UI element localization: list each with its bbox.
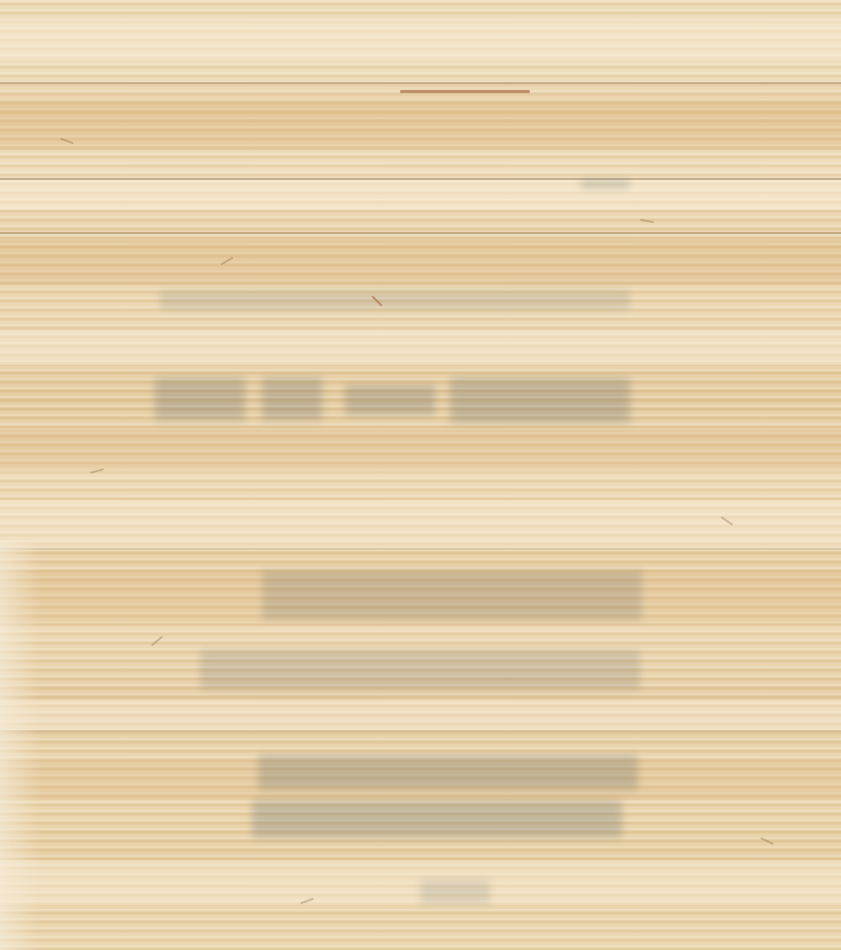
strip-seam — [0, 232, 841, 234]
fibre-fleck — [721, 516, 734, 526]
ghost-mark — [450, 378, 630, 423]
fibre-band — [0, 500, 841, 550]
fibre-fleck — [640, 219, 654, 223]
fibre-fleck — [300, 898, 314, 905]
fibre-fleck — [151, 636, 163, 647]
ghost-mark — [580, 180, 630, 188]
strip-seam — [0, 178, 841, 180]
ghost-mark — [155, 378, 245, 420]
fibre-band — [0, 700, 841, 730]
strip-seam — [0, 730, 841, 732]
ghost-mark — [160, 290, 630, 310]
ghost-mark — [420, 880, 490, 904]
fibre-fleck — [90, 468, 104, 474]
ghost-mark — [262, 570, 642, 620]
ghost-mark — [345, 385, 435, 415]
ghost-mark — [258, 755, 638, 790]
fibre-fleck — [760, 837, 774, 845]
ghost-mark — [262, 378, 322, 420]
ghost-mark — [252, 800, 622, 838]
fibre-band — [0, 240, 841, 285]
fibre-band — [0, 180, 841, 210]
fibre-fleck — [220, 257, 233, 266]
ghost-mark — [200, 650, 640, 690]
fibre-band — [0, 430, 841, 470]
fibre-band — [0, 330, 841, 365]
strip-seam — [0, 548, 841, 550]
tear-mark — [400, 90, 530, 93]
strip-seam — [0, 82, 841, 84]
fibre-band — [0, 100, 841, 150]
fibre-band — [0, 20, 841, 60]
sheet-edge — [0, 540, 40, 950]
fibre-fleck — [60, 138, 74, 145]
